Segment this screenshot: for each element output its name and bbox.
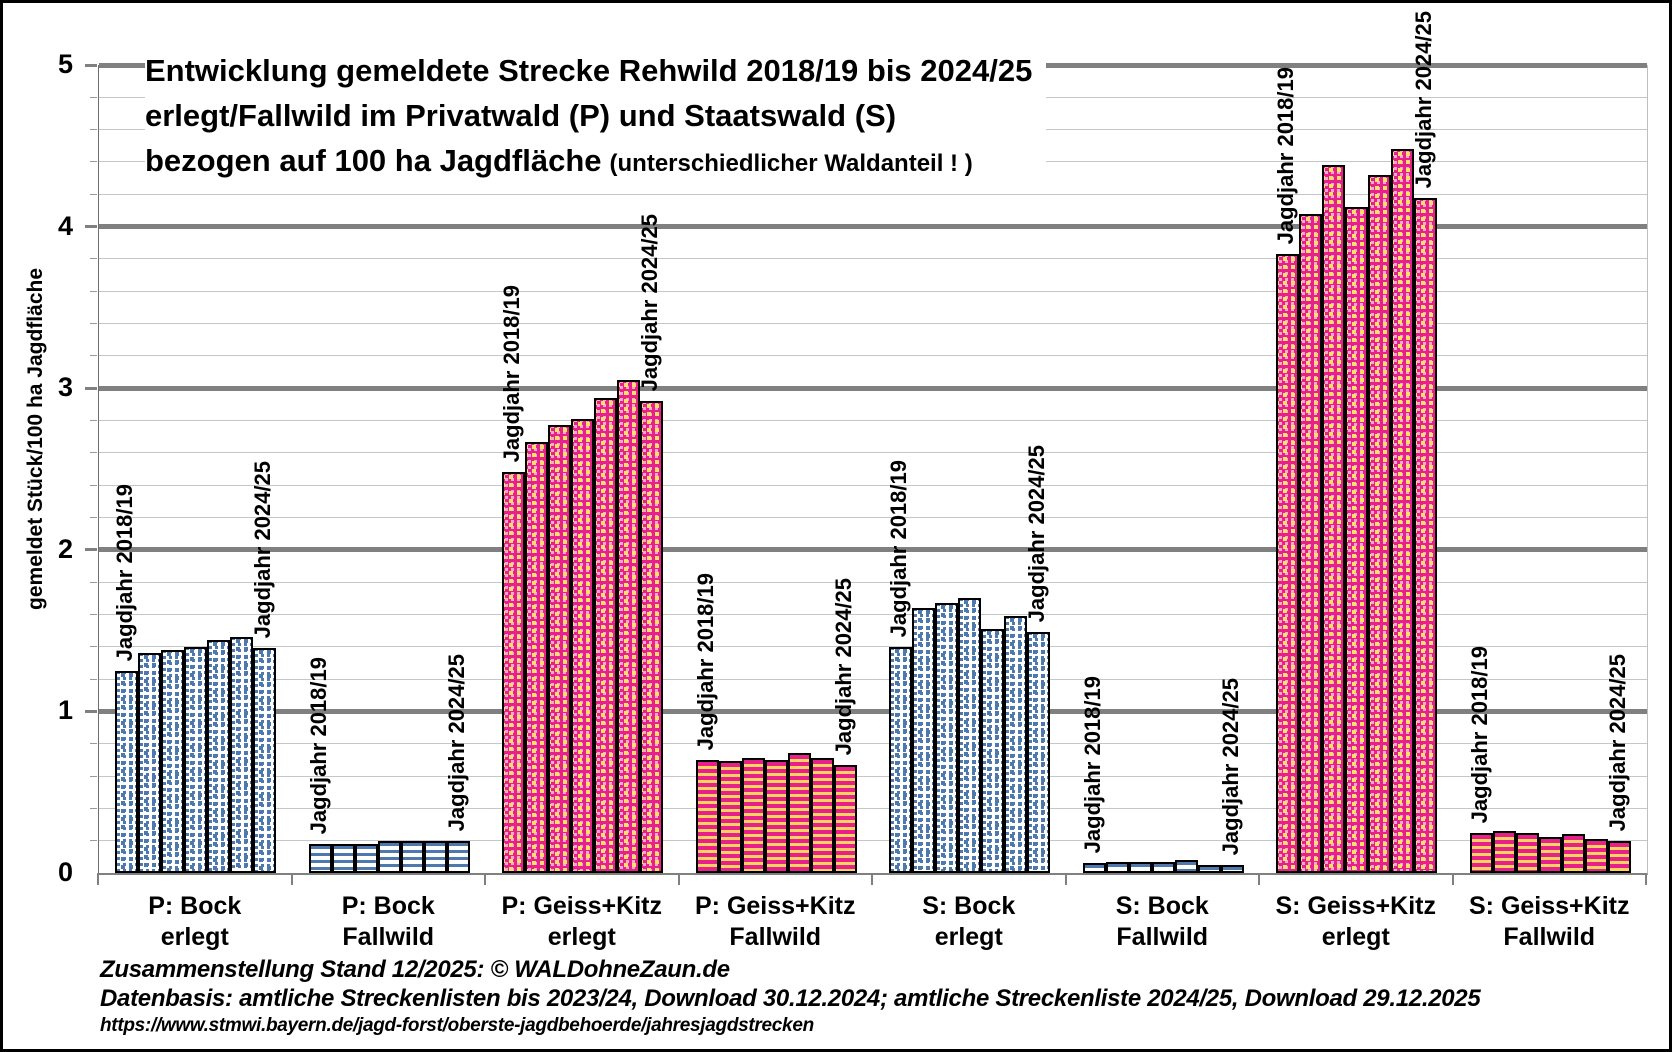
y-tick-minor [90, 97, 97, 98]
footer [100, 955, 1480, 1039]
bar [1299, 214, 1322, 873]
y-tick-minor [90, 517, 97, 518]
bar [548, 425, 571, 873]
bar [640, 401, 663, 873]
bar [935, 603, 958, 873]
category-kind: erlegt [547, 923, 616, 951]
bar [309, 844, 332, 873]
bar [138, 653, 161, 873]
chart-title [145, 48, 1046, 186]
y-tick-major [85, 387, 97, 390]
footer-database-line: Datenbasis: amtliche Streckenlisten bis 2023/24, Download 30.12.2024; amtliche Streckenliste 2024/25, Download 29.12.2025 [100, 985, 1481, 1012]
bar [1276, 254, 1299, 873]
bar [184, 647, 207, 873]
bar [742, 758, 765, 873]
bar [1221, 865, 1244, 873]
bar [1414, 198, 1437, 873]
bar [1083, 863, 1106, 873]
y-axis-tick-label: 4 [57, 210, 73, 241]
category-label [485, 891, 679, 953]
bar [1198, 865, 1221, 873]
bar-group-6 [1067, 65, 1261, 873]
first-year-label: Jagdjahr 2018/19 [692, 572, 718, 750]
last-year-label: Jagdjahr 2024/25 [443, 653, 469, 831]
y-tick-minor [90, 258, 97, 259]
bar [1175, 860, 1198, 873]
last-year-label: Jagdjahr 2024/25 [1024, 444, 1050, 622]
bar [912, 608, 935, 873]
x-axis-tick [1452, 873, 1454, 885]
y-tick-minor [90, 452, 97, 453]
bar-group-5 [873, 65, 1067, 873]
bar [332, 844, 355, 873]
category-name: P: Geiss+Kitz [695, 892, 856, 920]
y-tick-minor [90, 840, 97, 841]
y-tick-minor [90, 646, 97, 647]
bar [834, 765, 857, 873]
bar-group-4 [680, 65, 874, 873]
bar-group-2 [293, 65, 487, 873]
bar [1322, 165, 1345, 873]
y-tick-minor [90, 129, 97, 130]
last-year-label: Jagdjahr 2024/25 [250, 460, 276, 638]
y-tick-major [85, 710, 97, 713]
y-tick-minor [90, 161, 97, 162]
chart-title-line3 [145, 138, 1032, 186]
bar [253, 648, 276, 873]
bar [230, 637, 253, 873]
y-axis-tick-label: 5 [57, 49, 73, 79]
bar [1391, 149, 1414, 873]
y-tick-minor [90, 485, 97, 486]
bar [1585, 839, 1608, 873]
bar-group-8 [1454, 65, 1648, 873]
category-name: S: Bock [922, 892, 1016, 920]
footer-url: https://www.stmwi.bayern.de/jagd-forst/oberste-jagdbehoerde/jahresjagdstrecken [100, 1015, 814, 1036]
bar [424, 841, 447, 873]
last-year-label: Jagdjahr 2024/25 [1604, 653, 1630, 831]
chart-title-line3-note: (unterschiedlicher Waldanteil ! ) [609, 150, 973, 177]
bar [788, 753, 811, 873]
category-kind: Fallwild [342, 923, 435, 951]
x-axis-tick [871, 873, 873, 885]
bar [958, 598, 981, 873]
category-label [679, 891, 873, 953]
y-axis-tick-label: 3 [57, 372, 73, 403]
bar [889, 647, 912, 873]
x-axis-tick [97, 873, 99, 885]
bar [811, 758, 834, 873]
bar [1106, 862, 1129, 873]
x-axis-tick [678, 873, 680, 885]
bar [1493, 831, 1516, 873]
y-axis-tick-label: 1 [57, 695, 73, 726]
bar [617, 380, 640, 873]
category-kind: Fallwild [1503, 923, 1596, 951]
x-axis-tick [1258, 873, 1260, 885]
y-tick-minor [90, 420, 97, 421]
y-tick-minor [90, 808, 97, 809]
bar [447, 841, 470, 873]
y-tick-major [85, 548, 97, 551]
bar [571, 419, 594, 873]
category-kind: erlegt [1321, 923, 1390, 951]
category-label [872, 891, 1066, 953]
y-axis-tick-label: 2 [57, 533, 73, 564]
chart-title-line1: Entwicklung gemeldete Strecke Rehwild 2018/19 bis 2024/25 [145, 53, 1033, 88]
bar [1539, 837, 1562, 873]
category-label [292, 891, 486, 953]
category-name: P: Bock [148, 892, 242, 920]
first-year-label: Jagdjahr 2018/19 [1273, 66, 1299, 244]
y-tick-major [85, 64, 97, 67]
category-label [1453, 891, 1647, 953]
category-name: P: Bock [341, 892, 435, 920]
category-kind: erlegt [160, 923, 229, 951]
first-year-label: Jagdjahr 2018/19 [112, 483, 138, 661]
bar [207, 640, 230, 873]
footer-source-line: Zusammenstellung Stand 12/2025: © WALDohneZaun.de [100, 956, 730, 983]
chart-title-line2: erlegt/Fallwild im Privatwald (P) und Staatswald (S) [145, 98, 897, 133]
category-name: S: Geiss+Kitz [1469, 892, 1630, 920]
bar [594, 398, 617, 873]
y-tick-minor [90, 355, 97, 356]
category-name: S: Bock [1115, 892, 1209, 920]
y-tick-minor [90, 194, 97, 195]
y-tick-minor [90, 614, 97, 615]
y-tick-minor [90, 679, 97, 680]
first-year-label: Jagdjahr 2018/19 [1466, 645, 1492, 823]
bar [719, 761, 742, 873]
bar-group-7 [1260, 10, 1454, 873]
bar [1516, 833, 1539, 873]
x-axis-tick [1065, 873, 1067, 885]
bar [525, 442, 548, 873]
bar [1608, 841, 1631, 873]
y-axis-title: gemeldet Stück/100 ha Jagdfläche [24, 268, 47, 610]
bar [1027, 632, 1050, 873]
y-tick-minor [90, 291, 97, 292]
first-year-label: Jagdjahr 2018/19 [886, 459, 912, 637]
y-tick-minor [90, 776, 97, 777]
last-year-label: Jagdjahr 2024/25 [637, 213, 663, 391]
bar [401, 841, 424, 873]
last-year-label: Jagdjahr 2024/25 [1411, 10, 1437, 188]
y-tick-minor [90, 743, 97, 744]
y-axis-tick-label: 0 [57, 857, 73, 887]
category-label [1259, 891, 1453, 953]
bar [765, 760, 788, 873]
bar [1562, 834, 1585, 873]
first-year-label: Jagdjahr 2018/19 [305, 656, 331, 834]
bar [161, 650, 184, 873]
first-year-label: Jagdjahr 2018/19 [1079, 675, 1105, 853]
bar [1470, 833, 1493, 873]
x-axis-tick [291, 873, 293, 885]
x-axis-tick [1645, 873, 1647, 885]
last-year-label: Jagdjahr 2024/25 [1217, 677, 1243, 855]
bar [1004, 616, 1027, 873]
bar [696, 760, 719, 873]
plot-area [98, 10, 1648, 875]
bar-group-1 [99, 65, 293, 873]
y-tick-major [85, 225, 97, 228]
category-label [1066, 891, 1260, 953]
last-year-label: Jagdjahr 2024/25 [830, 577, 856, 755]
bar [981, 629, 1004, 873]
x-axis-tick [484, 873, 486, 885]
bar [378, 841, 401, 873]
category-kind: erlegt [934, 923, 1003, 951]
category-name: S: Geiss+Kitz [1275, 892, 1436, 920]
bar [1345, 207, 1368, 873]
bar [115, 671, 138, 873]
y-tick-minor [90, 323, 97, 324]
category-name: P: Geiss+Kitz [501, 892, 662, 920]
bar [502, 472, 525, 873]
bar-group-3 [486, 65, 680, 873]
first-year-label: Jagdjahr 2018/19 [499, 284, 525, 462]
category-kind: Fallwild [729, 923, 822, 951]
category-label [98, 891, 292, 953]
y-tick-minor [90, 582, 97, 583]
bar [1152, 862, 1175, 873]
bar [1368, 175, 1391, 873]
chart-title-line3-main: bezogen auf 100 ha Jagdfläche [145, 143, 602, 178]
bar [355, 844, 378, 873]
category-kind: Fallwild [1116, 923, 1209, 951]
bar [1129, 862, 1152, 873]
